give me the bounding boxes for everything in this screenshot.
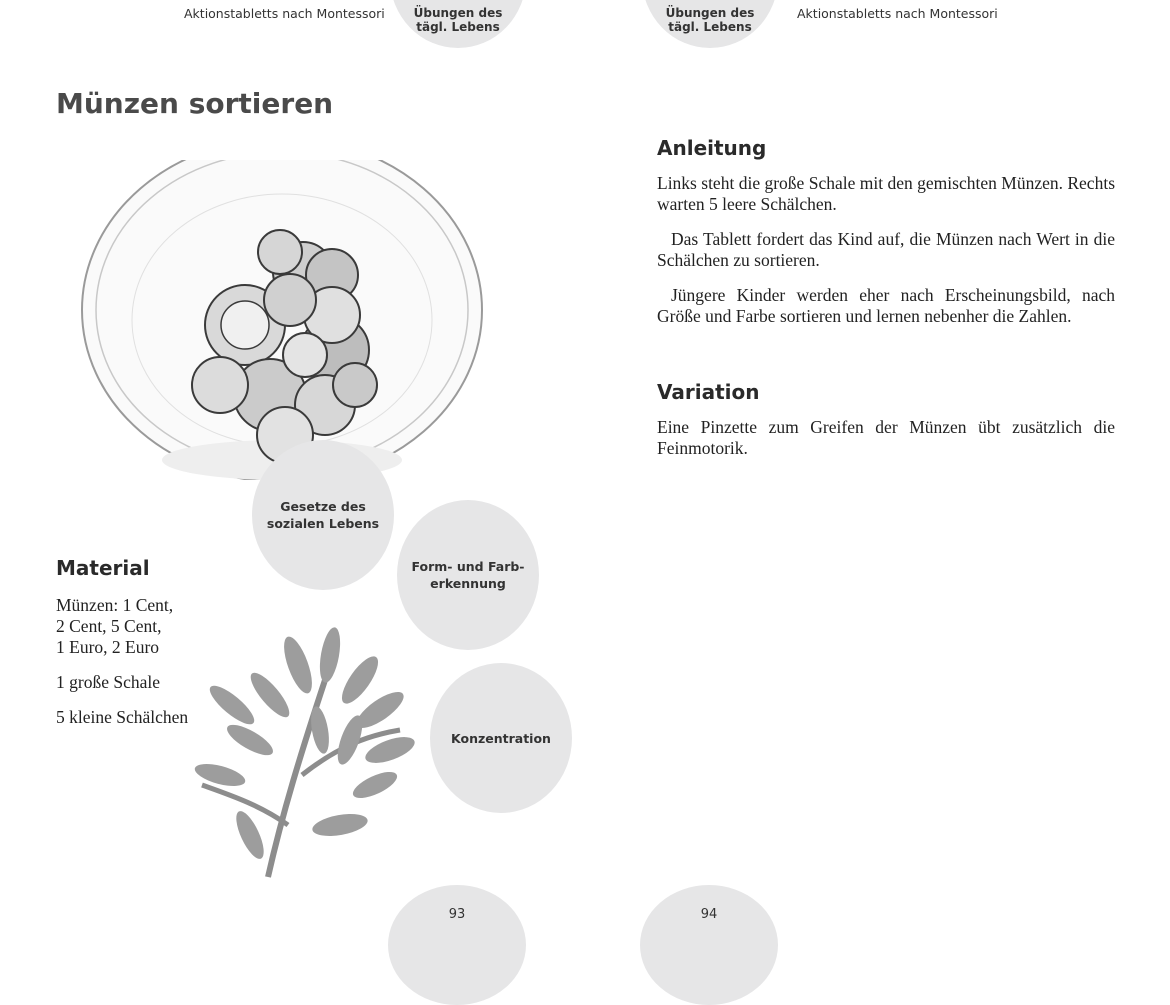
section-tab-right: [642, 0, 778, 48]
material-item: 5 kleine Schälchen: [56, 707, 189, 727]
variation-paragraph: Eine Pinzette zum Greifen der Münzen übt zusätzlich die Feinmotorik.: [657, 417, 1115, 458]
page-number-left: [388, 885, 526, 1005]
instructions-text: [657, 173, 1115, 327]
page-number-left-label: 93: [448, 907, 466, 922]
topic-circle-social-laws: [252, 440, 394, 590]
instruction-paragraph: Links steht die große Schale mit den gemischten Münzen. Rechts warten 5 leere Schälchen.: [657, 173, 1115, 214]
material-heading: Material: [56, 556, 150, 580]
variation-heading: Variation: [657, 380, 760, 404]
topic-label: Gesetze des sozialen Lebens: [266, 499, 380, 531]
section-tab-left-label: Übungen des tägl. Lebens: [413, 6, 503, 34]
section-tab-right-label: Übungen des tägl. Lebens: [665, 6, 755, 34]
topic-label: Form- und Farb- erkennung: [411, 559, 525, 591]
coin-bowl-photo: [70, 160, 500, 490]
instruction-paragraph: Jüngere Kinder werden eher nach Erscheinungsbild, nach Größe und Farbe sortieren und lernen nebenher die Zahlen.: [657, 285, 1115, 326]
page-number-right: [640, 885, 778, 1005]
instructions-heading: Anleitung: [657, 136, 767, 160]
material-item: Münzen: 1 Cent, 2 Cent, 5 Cent, 1 Euro, 2 Euro: [56, 595, 174, 657]
page-number-right-label: 94: [700, 907, 718, 922]
topic-label: Konzentration: [451, 730, 551, 746]
variation-text-block: [657, 417, 1115, 459]
material-item: 1 große Schale: [56, 672, 160, 692]
running-title-left: Aktionstabletts nach Montessori: [184, 6, 385, 21]
topic-circle-concentration: [430, 663, 572, 813]
section-tab-left: [390, 0, 526, 48]
page-title: Münzen sortieren: [56, 87, 334, 120]
running-title-right: Aktionstabletts nach Montessori: [797, 6, 998, 21]
instruction-paragraph: Das Tablett fordert das Kind auf, die Münzen nach Wert in die Schälchen zu sortieren.: [657, 229, 1115, 270]
leaf-branch-illustration: [190, 625, 430, 885]
